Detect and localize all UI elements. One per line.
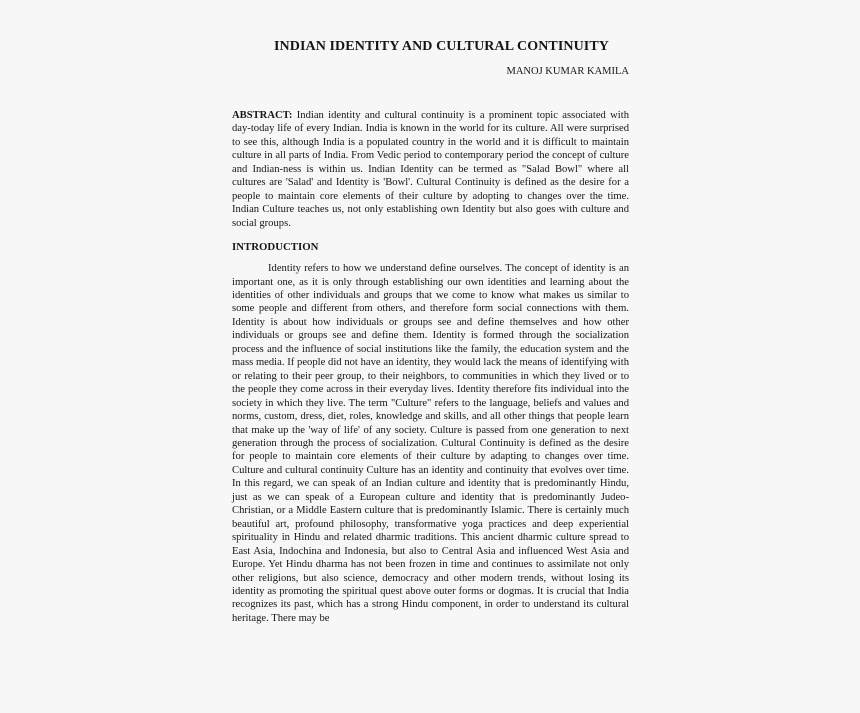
author-name: MANOJ KUMAR KAMILA	[506, 66, 629, 77]
abstract-paragraph	[232, 109, 629, 230]
paper-page	[232, 38, 629, 625]
introduction-paragraph: Identity refers to how we understand define ourselves. The concept of identity is an important one, as it is only through establishing our own identities and learning about the identities of other individuals and groups that we come to know what makes us similar to some people and different from others, and therefore form social connections with them. Identity is about how individuals or groups see and define themselves and how other individuals or groups see and define them. Identity is formed through the socialization process and the influence of social institutions like the family, the education system and the mass media. If people did not have an identity, they would lack the means of identifying with or relating to their peer group, to their neighbors, to communities in which they lived or to the people they come across in their everyday lives. Identity therefore fits individual into the society in which they live. The term "Culture" refers to the language, beliefs and values and norms, custom, dress, diet, roles, knowledge and skills, and all other things that people learn that make up the 'way of life' of any society. Culture is passed from one generation to next generation through the process of socialization. Cultural Continuity is defined as the desire for people to maintain core elements of their culture by adapting to changes over time. Culture and cultural continuity Culture has an identity and continuity that evolves over time. In this regard, we can speak of an Indian culture and identity that is predominantly Hindu, just as we can speak of a European culture and identity that is predominantly Judeo-Christian, or a Middle Eastern culture that is predominantly Islamic. There is certainly much beautiful art, profound philosophy, transformative yoga practices and deep experiential spirituality in Hindu and related dharmic traditions. This ancient dharmic culture spread to East Asia, Indochina and Indonesia, but also to Central Asia and influenced West Asia and Europe. Yet Hindu dharma has not been frozen in time and continues to assimilate not only other religions, but also science, democracy and other modern trends, without losing its identity as promoting the spiritual quest above outer forms or dogmas. It is crucial that India recognizes its past, which has a strong Hindu component, in order to understand its cultural heritage. There may be	[232, 263, 629, 624]
paper-title: INDIAN IDENTITY AND CULTURAL CONTINUITY	[273, 39, 610, 54]
abstract-text: Indian identity and cultural continuity is a prominent topic associated with day-today life of every Indian. India is known in the world for its culture. All were surprised to see this, although India is a populated country in the world and it is difficult to maintain culture in all parts of India. From Vedic period to contemporary period the concept of culture and Indian-ness is within us. Indian Identity can be termed as "Salad Bowl" where all cultures are 'Salad' and Identity is 'Bowl'. Cultural Continuity is defined as the desire for a people to maintain core elements of their culture by adopting to changes over the time. Indian Culture teaches us, not only establishing own Identity but also goes with culture and social groups.	[232, 110, 629, 229]
abstract-label: ABSTRACT:	[232, 110, 293, 121]
introduction-heading: INTRODUCTION	[232, 241, 319, 254]
